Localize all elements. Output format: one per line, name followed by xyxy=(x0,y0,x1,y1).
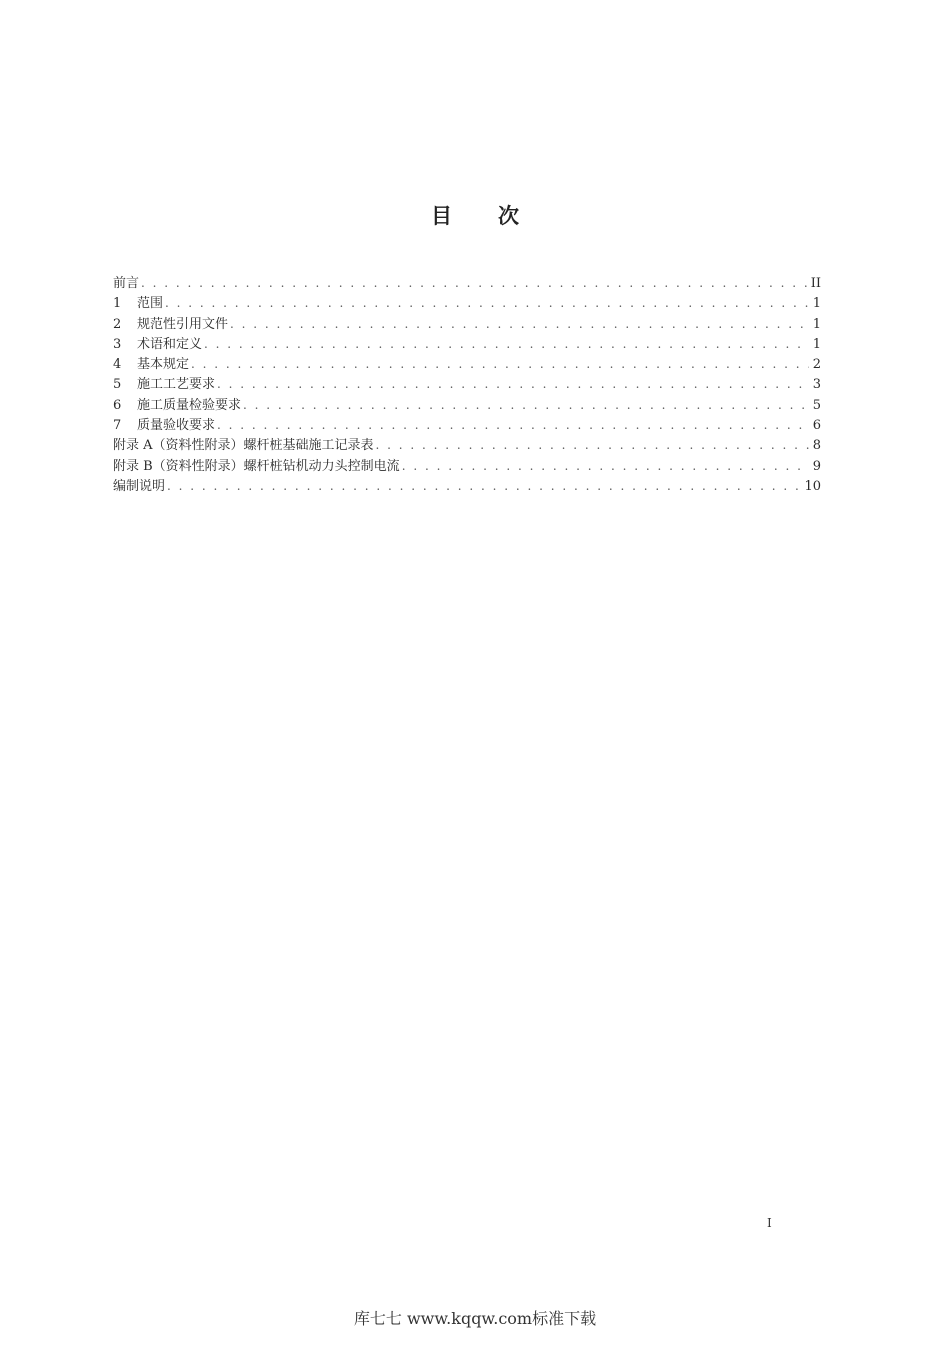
footer-watermark: 库七七 www.kqqw.com标准下载 xyxy=(353,1309,597,1328)
toc-title-char-2: 次 xyxy=(498,204,519,228)
toc-entry-text: 术语和定义 xyxy=(137,336,203,352)
toc-entry-1[interactable] xyxy=(113,293,821,313)
toc-entry-4[interactable] xyxy=(113,354,821,374)
toc-entry-page: II xyxy=(810,276,821,291)
toc-entry-appendix-a[interactable] xyxy=(113,435,821,455)
dot-leader xyxy=(217,415,809,435)
dot-leader xyxy=(165,293,809,313)
dot-leader xyxy=(191,354,809,374)
toc-entry-5[interactable] xyxy=(113,374,821,394)
toc-entry-text: 范围 xyxy=(137,296,164,312)
toc-entry-number: 5 xyxy=(113,377,122,393)
toc-entry-page: 8 xyxy=(812,438,821,454)
dot-leader xyxy=(167,476,802,496)
toc-entry-page: 1 xyxy=(812,336,821,352)
toc-entry-text: 编制说明 xyxy=(113,478,166,494)
toc-entry-explanation[interactable] xyxy=(113,476,821,496)
toc-entry-page: 3 xyxy=(812,377,821,393)
toc-entry-number: 3 xyxy=(113,336,122,352)
toc-entry-text: 基本规定 xyxy=(137,357,190,373)
toc-entry-number: 6 xyxy=(113,397,122,413)
toc-entry-text: 施工质量检验要求 xyxy=(137,397,242,413)
dot-leader xyxy=(402,456,809,476)
dot-leader xyxy=(141,273,809,293)
toc-entry-number: 7 xyxy=(113,418,122,434)
toc-entry-page: 10 xyxy=(804,478,821,494)
toc-entry-text: 附录 A（资料性附录）螺杆桩基础施工记录表 xyxy=(113,438,374,454)
toc-title xyxy=(0,200,950,230)
dot-leader xyxy=(204,334,809,354)
toc-entry-page: 9 xyxy=(812,458,821,474)
toc-entry-7[interactable] xyxy=(113,415,821,435)
toc-entry-text: 附录 B（资料性附录）螺杆桩钻机动力头控制电流 xyxy=(113,458,400,474)
toc-entry-appendix-b[interactable] xyxy=(113,456,821,476)
toc-entry-text: 规范性引用文件 xyxy=(137,316,229,332)
toc-entry-page: 5 xyxy=(812,397,821,413)
toc-entry-foreword[interactable] xyxy=(113,273,821,293)
toc-entry-3[interactable] xyxy=(113,334,821,354)
dot-leader xyxy=(230,314,809,334)
toc-entry-text: 施工工艺要求 xyxy=(137,377,216,393)
toc-entry-page: 1 xyxy=(812,316,821,332)
toc-entry-number: 2 xyxy=(113,316,122,332)
page-number: I xyxy=(767,1216,772,1230)
toc-entry-page: 1 xyxy=(812,296,821,312)
toc-entry-6[interactable] xyxy=(113,395,821,415)
dot-leader xyxy=(376,435,809,455)
dot-leader xyxy=(217,374,809,394)
toc-entry-text: 质量验收要求 xyxy=(137,418,216,434)
toc-entry-2[interactable] xyxy=(113,314,821,334)
toc-entry-page: 2 xyxy=(812,357,821,373)
toc-title-char-1: 目 xyxy=(431,204,452,228)
toc-entry-text: 前言 xyxy=(113,276,140,291)
toc-entry-number: 1 xyxy=(113,296,122,312)
dot-leader xyxy=(243,395,809,415)
toc-entry-number: 4 xyxy=(113,357,122,373)
toc-list xyxy=(113,273,821,496)
toc-entry-page: 6 xyxy=(812,418,821,434)
